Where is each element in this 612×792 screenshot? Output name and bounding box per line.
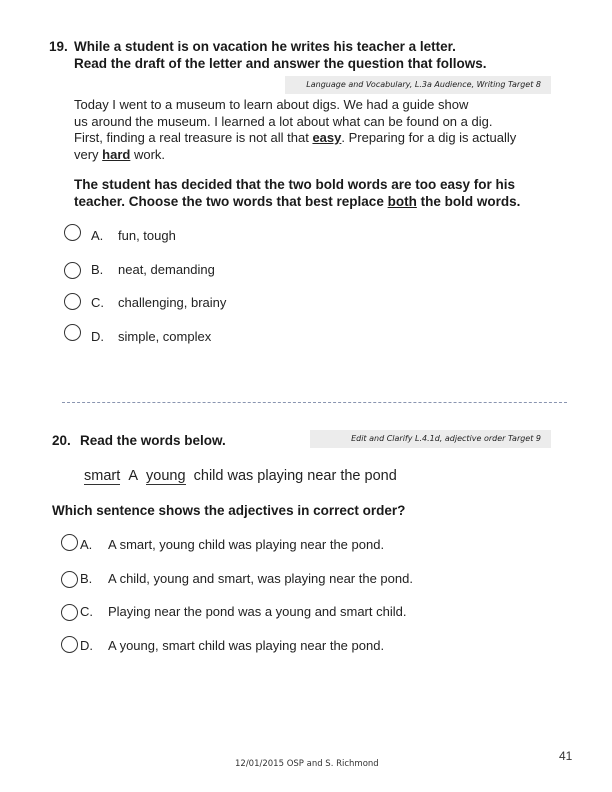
passage-text: very (74, 146, 103, 162)
q19-option-a-radio[interactable] (64, 224, 81, 241)
q19-option-b-letter: B. (91, 262, 104, 277)
underlined-word-young: young (146, 468, 186, 484)
passage-line-3 (74, 130, 516, 147)
q19-option-a-text[interactable]: fun, tough (118, 228, 176, 243)
q19-option-d-letter: D. (91, 329, 104, 344)
q19-option-c-text[interactable]: challenging, brainy (118, 295, 227, 310)
footer-credit: 12/01/2015 OSP and S. Richmond (235, 759, 379, 769)
q20-option-b-radio[interactable] (61, 571, 78, 588)
q19-option-c-radio[interactable] (64, 293, 81, 310)
q20-option-a-text[interactable]: A smart, young child was playing near the pond. (108, 537, 385, 552)
question-19-prompt-line2 (74, 194, 520, 209)
question-19-instruction-line1: While a student is on vacation he writes his teacher a letter. (74, 39, 456, 54)
passage-text: First, finding a real treasure is not all that (74, 130, 313, 145)
q20-option-a-letter: A. (80, 537, 93, 552)
page-number: 41 (559, 749, 573, 763)
prompt-text: teacher. Choose the two words that best replace (74, 194, 388, 209)
question-20-title: Read the words below. (80, 433, 226, 448)
q19-option-d-radio[interactable] (64, 324, 81, 341)
q20-option-c-text[interactable]: Playing near the pond was a young and smart child. (108, 604, 407, 619)
q20-option-d-letter: D. (80, 638, 93, 653)
question-19-standard-tag: Language and Vocabulary, L.3a Audience, Writing Target 8 (285, 76, 551, 94)
passage-line-1: Today I went to a museum to learn about digs. We had a guide show (74, 97, 469, 112)
question-20-standard-tag: Edit and Clarify L.4.1d, adjective order Target 9 (310, 430, 551, 448)
question-20-prompt: Which sentence shows the adjectives in correct order? (52, 503, 406, 518)
q20-option-b-text[interactable]: A child, young and smart, was playing near the pond. (108, 571, 413, 586)
bold-word-easy: easy (312, 130, 342, 145)
prompt-underlined-both: both (387, 194, 417, 209)
passage-line-2: us around the museum. I learned a lot about what can be found on a dig. (74, 113, 493, 129)
q19-option-a-letter: A. (91, 228, 104, 243)
q20-word-sentence (84, 468, 397, 485)
q20-option-c-letter: C. (80, 604, 93, 619)
q20-option-d-text[interactable]: A young, smart child was playing near the pond. (108, 638, 385, 653)
q19-option-b-radio[interactable] (64, 262, 81, 279)
word-a: A (128, 468, 138, 484)
passage-line-4 (74, 147, 516, 164)
question-20-number: 20. (52, 433, 71, 448)
passage-text: . Preparing for a dig is actually (341, 130, 517, 145)
question-19-prompt-line1: The student has decided that the two bold words are too easy for his (74, 177, 516, 192)
bold-word-hard: hard (102, 146, 131, 162)
q20-option-c-radio[interactable] (61, 604, 78, 621)
prompt-text: the bold words. (416, 194, 521, 209)
q19-option-d-text[interactable]: simple, complex (118, 329, 212, 344)
q20-option-b-letter: B. (80, 571, 93, 586)
sentence-rest: child was playing near the pond (193, 468, 397, 484)
q20-option-d-radio[interactable] (61, 636, 78, 653)
question-19-number: 19. (49, 39, 68, 54)
question-19-instruction-line2: Read the draft of the letter and answer the question that follows. (74, 56, 487, 71)
section-divider (62, 402, 567, 403)
q19-option-c-letter: C. (91, 295, 104, 310)
letter-passage (74, 97, 516, 163)
underlined-word-smart: smart (84, 468, 121, 484)
q19-option-b-text[interactable]: neat, demanding (118, 262, 215, 277)
q20-option-a-radio[interactable] (61, 534, 78, 551)
passage-text: work. (130, 146, 166, 162)
